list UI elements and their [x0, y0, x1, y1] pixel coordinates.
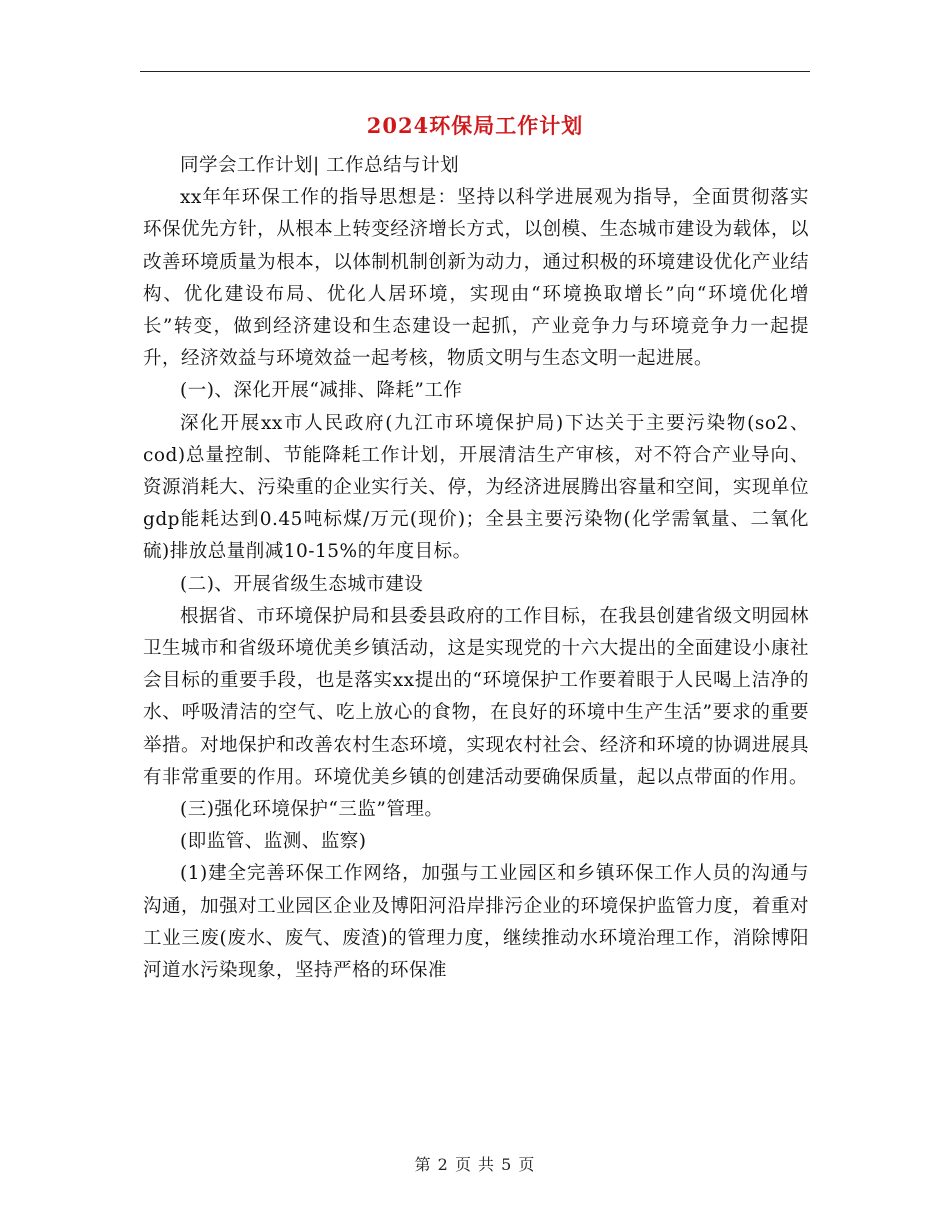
paragraph-category: 同学会工作计划| 工作总结与计划	[180, 155, 460, 176]
section-heading-2: (二)、开展省级生态城市建设	[180, 573, 424, 595]
page-number: 第 2 页 共 5 页	[414, 1155, 536, 1174]
section-heading-3: (三)强化环境保护“三监”管理。	[180, 799, 444, 821]
header-rule	[140, 71, 810, 72]
document-title: 2024环保局工作计划	[366, 113, 584, 138]
section-heading-1: (一)、深化开展“减排、降耗”工作	[180, 380, 463, 402]
document-body	[143, 150, 809, 987]
paragraph-ecological-city: 根据省、市环境保护局和县委县政府的工作目标，在我县创建省级文明园林卫生城市和省级环境优美乡镇活动，这是实现党的十六大提出的全面建设小康社会目标的重要手段，也是落实xx提出的“环境保护工作要着眼于人民喝上洁净的水、呼吸清洁的空气、吃上放心的食物，在良好的环境中生产生活”要求的重要举措。对地保护和改善农村生态环境，实现农村社会、经济和环境的协调进展具有非常重要的作用。环境优美乡镇的创建活动要确保质量，起以点带面的作用。	[143, 605, 809, 788]
paragraph-emission-reduction: 深化开展xx市人民政府(九江市环境保护局)下达关于主要污染物(so2、cod)总量控制、节能降耗工作计划，开展清洁生产审核，对不符合产业导向、资源消耗大、污染重的企业实行关、停，为经济进展腾出容量和空间，实现单位gdp能耗达到0.45吨标煤/万元(现价)；全县主要污染物(化学需氧量、二氧化硫)排放总量削减10-15%的年度目标。	[143, 412, 809, 563]
paragraph-guiding-thought: xx年年环保工作的指导思想是：坚持以科学进展观为指导，全面贯彻落实环保优先方针，从根本上转变经济增长方式，以创模、生态城市建设为载体，以改善环境质量为根本，以体制机制创新为动力，通过积极的环境建设优化产业结构、优化建设布局、优化人居环境，实现由“环境换取增长”向“环境优化增长”转变，做到经济建设和生态建设一起抓，产业竞争力与环境竞争力一起提升，经济效益与环境效益一起考核，物质文明与生态文明一起进展。	[143, 187, 809, 370]
section-subheading-3: (即监管、监测、监察)	[180, 831, 367, 853]
paragraph-environmental-network: (1)建全完善环保工作网络，加强与工业园区和乡镇环保工作人员的沟通与沟通，加强对工业园区企业及博阳河沿岸排污企业的环境保护监管力度，着重对工业三废(废水、废气、废渣)的管理力度，继续推动水环境治理工作，消除博阳河道水污染现象，坚持严格的环保准	[143, 863, 809, 982]
